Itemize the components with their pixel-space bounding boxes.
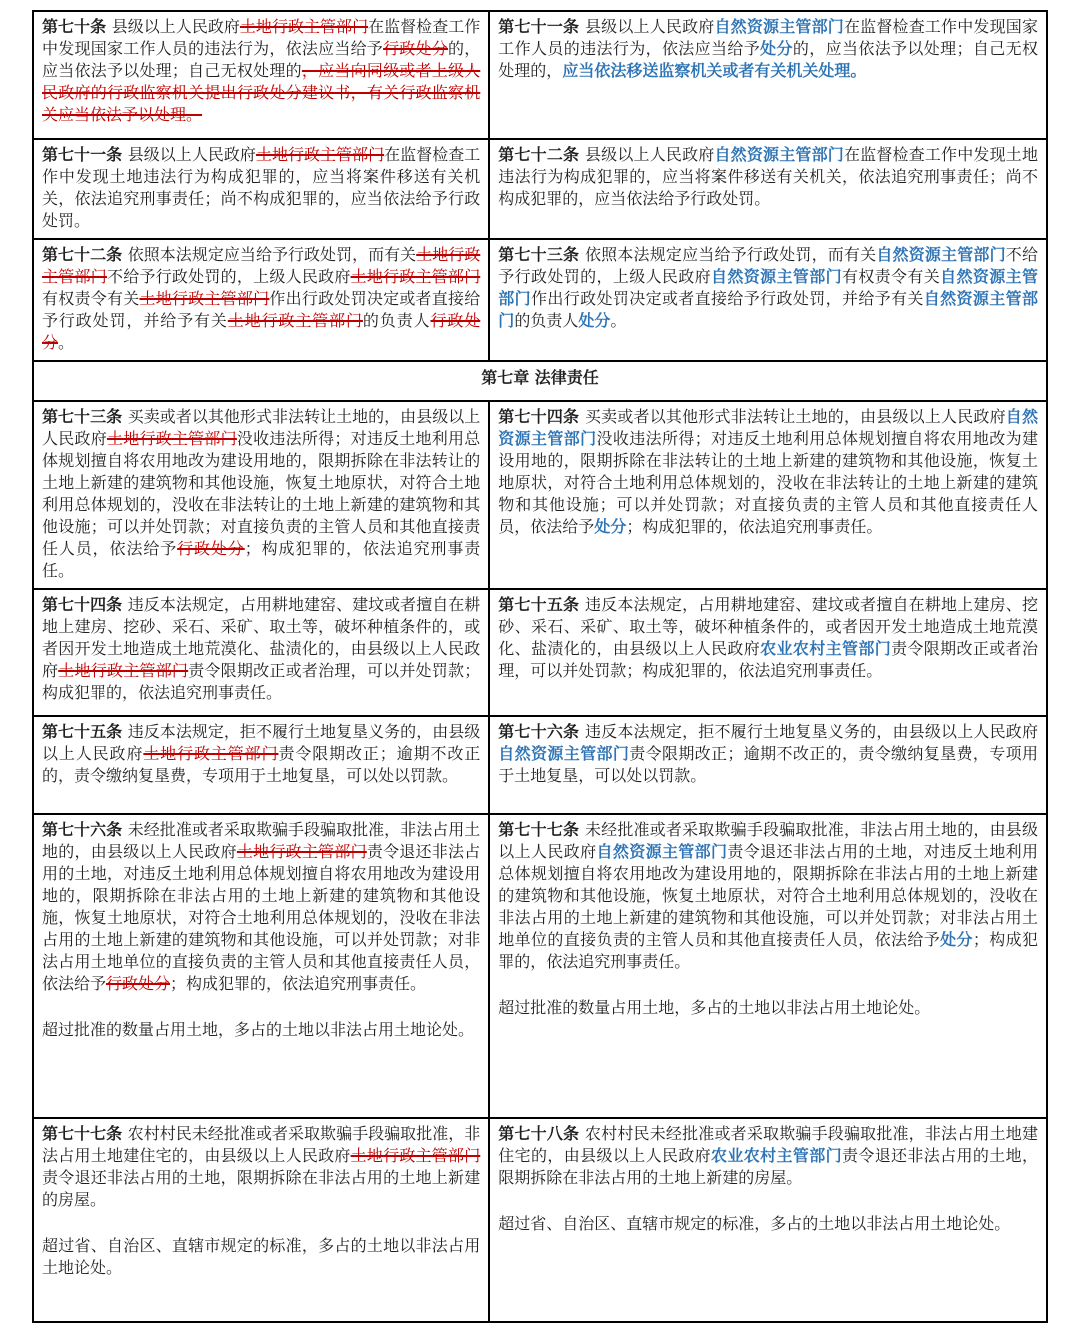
deleted-text: 土地行政主管部门 bbox=[143, 744, 279, 763]
added-text: 自然资源主管部门 bbox=[596, 842, 728, 861]
article-number: 第七十四条 bbox=[498, 407, 585, 426]
added-text: 自然资源主管部门 bbox=[498, 289, 1038, 330]
old-version-cell bbox=[33, 814, 489, 1118]
added-text: 自然资源主管部门 bbox=[876, 245, 1006, 264]
deleted-text: 土地行政主管部门 bbox=[42, 245, 481, 286]
text-run: 责令退还非法占用的土地，限期拆除在非法占用的土地上新建的房屋。 bbox=[42, 1168, 481, 1209]
text-run: 责令限期改正；逾期不改正的，责令缴纳复垦费，专项用于土地复垦，可以处以罚款。 bbox=[498, 744, 1038, 785]
paragraph bbox=[498, 244, 1038, 332]
text-run: 依照本法规定应当给予行政处罚，而有关 bbox=[584, 245, 877, 264]
text-run: 作出行政处罚决定或者直接给予行政处罚，并给予有关 bbox=[531, 289, 924, 308]
article-number: 第七十六条 bbox=[42, 820, 128, 839]
added-text: 自然资源主管部门 bbox=[498, 744, 630, 763]
deleted-text: 土地行政主管部门 bbox=[106, 429, 237, 448]
paragraph bbox=[498, 1123, 1038, 1189]
text-run: 依照本法规定应当给予行政处罚，而有关 bbox=[127, 245, 417, 264]
added-text: 农业农村主管部门 bbox=[711, 1146, 842, 1165]
text-run: ；构成犯罪的，依法追究刑事责任。 bbox=[498, 930, 1038, 971]
paragraph bbox=[42, 721, 480, 787]
paragraph bbox=[498, 594, 1038, 682]
text-run: 责令限期改正或者治理，可以并处罚款；构成犯罪的，依法追究刑事责任。 bbox=[42, 661, 481, 702]
deleted-text: 土地行政主管部门 bbox=[350, 267, 481, 286]
text-run: 不给予行政处罚的，上级人民政府 bbox=[106, 267, 351, 286]
article-number: 第七十二条 bbox=[42, 245, 128, 264]
paragraph bbox=[42, 144, 480, 232]
paragraph bbox=[42, 406, 480, 582]
text-run: 责令退还非法占用的土地，限期拆除在非法占用的土地上新建的房屋。 bbox=[498, 1146, 1038, 1187]
added-text: 处分 bbox=[578, 311, 611, 330]
deleted-text: 行政处分 bbox=[106, 974, 171, 993]
new-version-cell bbox=[489, 401, 1047, 589]
article-number: 第七十七条 bbox=[42, 1124, 128, 1143]
added-text: 处分 bbox=[594, 517, 627, 536]
table-row bbox=[33, 139, 1047, 239]
new-version-cell bbox=[489, 11, 1047, 139]
paragraph bbox=[498, 997, 1038, 1019]
article-number: 第七十二条 bbox=[498, 145, 585, 164]
deleted-text: 土地行政主管部门 bbox=[255, 145, 385, 164]
deleted-text: 土地行政主管部门 bbox=[227, 311, 363, 330]
article-number: 第七十一条 bbox=[498, 17, 585, 36]
text-run: 。 bbox=[58, 333, 75, 352]
article-number: 第七十五条 bbox=[42, 722, 128, 741]
text-run: 有权责令有关 bbox=[841, 267, 941, 286]
new-version-cell bbox=[489, 139, 1047, 239]
text-run: 未经批准或者采取欺骗手段骗取批准，非法占用土地的，由县级以上人民政府 bbox=[498, 820, 1038, 861]
text-run: 县级以上人民政府 bbox=[111, 17, 240, 36]
added-text: 自然资源主管部门 bbox=[711, 267, 842, 286]
text-run: 县级以上人民政府 bbox=[584, 145, 715, 164]
deleted-text: 行政处分 bbox=[383, 39, 449, 58]
table-row bbox=[33, 11, 1047, 139]
table-row bbox=[33, 716, 1047, 814]
article-number: 第七十五条 bbox=[498, 595, 585, 614]
paragraph bbox=[42, 16, 480, 126]
text-run: 超过省、自治区、直辖市规定的标准，多占的土地以非法占用土地论处。 bbox=[42, 1236, 481, 1277]
chapter-row bbox=[33, 361, 1047, 401]
table-row bbox=[33, 589, 1047, 716]
text-run: 超过批准的数量占用土地，多占的土地以非法占用土地论处。 bbox=[498, 998, 931, 1017]
text-run: 没收违法所得；对违反土地利用总体规划擅自将农用地改为建设用地的，限期拆除在非法转让的土地上新建的建筑物和其他设施，恢复土地原状，对符合土地利用总体规划的，没收在非法转让的土地上新建的建筑物和其他设施；可以并处罚款；对直接负责的主管人员和其他直接责任人员，依法给予 bbox=[42, 429, 481, 558]
added-text: 自然资源主管部门 bbox=[714, 17, 844, 36]
text-run: 违反本法规定，占用耕地建窑、建坟或者擅自在耕地上建房、挖砂、采石、采矿、取土等，破坏种植条件的，或者因开发土地造成土地荒漠化、盐渍化的，由县级以上人民政府 bbox=[42, 595, 481, 680]
text-run: 。 bbox=[610, 311, 627, 330]
old-version-cell bbox=[33, 716, 489, 814]
new-version-cell bbox=[489, 589, 1047, 716]
table-row bbox=[33, 814, 1047, 1118]
text-run: 买卖或者以其他形式非法转让土地的，由县级以上人民政府 bbox=[584, 407, 1006, 426]
text-run: 农村村民未经批准或者采取欺骗手段骗取批准，非法占用土地建住宅的，由县级以上人民政府 bbox=[498, 1124, 1038, 1165]
comparison-table-body bbox=[33, 11, 1047, 1322]
text-run: 责令退还非法占用的土地，对违反土地利用总体规划擅自将农用地改为建设用地的，限期拆除在非法占用的土地上新建的建筑物和其他设施，恢复土地原状，对符合土地利用总体规划的，没收在非法占用的土地上新建的建筑物和其他设施，可以并处罚款；对非法占用土地单位的直接负责的主管人员和其他直接责任人员，依法给予 bbox=[498, 842, 1038, 949]
deleted-text: ，应当向同级或者上级人民政府的行政监察机关提出行政处分建议书，有关行政监察机关应当依法予以处理。 bbox=[42, 61, 481, 124]
paragraph bbox=[498, 16, 1038, 82]
paragraph bbox=[42, 244, 480, 354]
text-run: 的负责人 bbox=[362, 311, 431, 330]
text-run: ；构成犯罪的，依法追究刑事责任。 bbox=[42, 539, 481, 580]
deleted-text: 土地行政主管部门 bbox=[139, 289, 270, 308]
paragraph bbox=[498, 819, 1038, 973]
text-run: 超过省、自治区、直辖市规定的标准，多占的土地以非法占用土地论处。 bbox=[498, 1214, 1011, 1233]
paragraph bbox=[498, 1213, 1038, 1235]
law-comparison-table bbox=[32, 10, 1048, 1323]
added-text: 自然资源主管部门 bbox=[714, 145, 844, 164]
deleted-text: 土地行政主管部门 bbox=[58, 661, 189, 680]
article-number: 第七十三条 bbox=[42, 407, 128, 426]
added-text: 处分 bbox=[940, 930, 973, 949]
table-row bbox=[33, 239, 1047, 361]
paragraph bbox=[42, 1235, 480, 1279]
old-version-cell bbox=[33, 589, 489, 716]
text-run: 违反本法规定，拒不履行土地复垦义务的，由县级以上人民政府 bbox=[584, 722, 1038, 741]
deleted-text: 土地行政主管部门 bbox=[239, 17, 369, 36]
text-run: 在监督检查工作中发现国家工作人员的违法行为，依法应当给予 bbox=[42, 17, 481, 58]
article-number: 第七十三条 bbox=[498, 245, 585, 264]
deleted-text: 行政处分 bbox=[177, 539, 245, 558]
article-number: 第七十一条 bbox=[42, 145, 128, 164]
table-row bbox=[33, 401, 1047, 589]
text-run: 县级以上人民政府 bbox=[127, 145, 256, 164]
deleted-text: 土地行政主管部门 bbox=[350, 1146, 481, 1165]
text-run: 不给予行政处罚的，上级人民政府 bbox=[498, 245, 1038, 286]
chapter-heading: 第七章 法律责任 bbox=[33, 361, 1047, 401]
paragraph bbox=[42, 1123, 480, 1211]
text-run: 的，应当依法予以处理；自己无权处理的， bbox=[498, 39, 1038, 80]
article-number: 第七十条 bbox=[42, 17, 112, 36]
text-run: 在监督检查工作中发现国家工作人员的违法行为，依法应当给予 bbox=[498, 17, 1038, 58]
new-version-cell bbox=[489, 1118, 1047, 1322]
text-run: 买卖或者以其他形式非法转让土地的，由县级以上人民政府 bbox=[42, 407, 481, 448]
text-run: 违反本法规定，拒不履行土地复垦义务的，由县级以上人民政府 bbox=[42, 722, 481, 763]
paragraph bbox=[42, 819, 480, 995]
text-run: 县级以上人民政府 bbox=[584, 17, 715, 36]
deleted-text: 行政处分 bbox=[42, 311, 481, 352]
text-run: 没收违法所得；对违反土地利用总体规划擅自将农用地改为建设用地的，限期拆除在非法转让的土地上新建的建筑物和其他设施，恢复土地原状，对符合土地利用总体规划的，没收在非法转让的土地上新建的建筑物和其他设施；可以并处罚款；对直接负责的主管人员和其他直接责任人员，依法给予 bbox=[498, 429, 1038, 536]
text-run: 有权责令有关 bbox=[42, 289, 140, 308]
article-number: 第七十四条 bbox=[42, 595, 128, 614]
added-text: 农业农村主管部门 bbox=[760, 639, 892, 658]
text-run: 农村村民未经批准或者采取欺骗手段骗取批准，非法占用土地建住宅的，由县级以上人民政府 bbox=[42, 1124, 481, 1165]
text-run: 责令限期改正或者治理，可以并处罚款；构成犯罪的，依法追究刑事责任。 bbox=[498, 639, 1038, 680]
text-run: 在监督检查工作中发现土地违法行为构成犯罪的，应当将案件移送有关机关，依法追究刑事责任；尚不构成犯罪的，应当依法给予行政处罚。 bbox=[42, 145, 481, 230]
old-version-cell bbox=[33, 11, 489, 139]
new-version-cell bbox=[489, 239, 1047, 361]
article-number: 第七十六条 bbox=[498, 722, 585, 741]
added-text: 自然资源主管部门 bbox=[498, 267, 1038, 308]
deleted-text: 土地行政主管部门 bbox=[236, 842, 367, 861]
old-version-cell bbox=[33, 239, 489, 361]
paragraph bbox=[42, 1019, 480, 1041]
text-run: 责令限期改正；逾期不改正的，责令缴纳复垦费，专项用于土地复垦，可以处以罚款。 bbox=[42, 744, 481, 785]
article-number: 第七十七条 bbox=[498, 820, 585, 839]
text-run: 未经批准或者采取欺骗手段骗取批准，非法占用土地的，由县级以上人民政府 bbox=[42, 820, 481, 861]
text-run: 作出行政处罚决定或者直接给予行政处罚，并给予有关 bbox=[42, 289, 481, 330]
text-run: ；构成犯罪的，依法追究刑事责任。 bbox=[626, 517, 883, 536]
text-run: ；构成犯罪的，依法追究刑事责任。 bbox=[170, 974, 427, 993]
text-run: 在监督检查工作中发现土地违法行为构成犯罪的，应当将案件移送有关机关，依法追究刑事责任；尚不构成犯罪的，应当依法给予行政处罚。 bbox=[498, 145, 1038, 208]
paragraph bbox=[498, 406, 1038, 538]
added-text: 应当依法移送监察机关或者有关机关处理。 bbox=[562, 61, 867, 80]
text-run: 责令退还非法占用的土地，对违反土地利用总体规划擅自将农用地改为建设用地的，限期拆除在非法占用的土地上新建的建筑物和其他设施，恢复土地原状，对符合土地利用总体规划的，没收在非法占用的土地上新建的建筑物和其他设施，可以并处罚款；对非法占用土地单位的直接负责的主管人员和其他直接责任人员，依法给予 bbox=[42, 842, 481, 993]
text-run: 的负责人 bbox=[514, 311, 579, 330]
new-version-cell bbox=[489, 814, 1047, 1118]
paragraph bbox=[498, 144, 1038, 210]
text-run: 违反本法规定，占用耕地建窑、建坟或者擅自在耕地上建房、挖砂、采石、采矿、取土等，破坏种植条件的，或者因开发土地造成土地荒漠化、盐渍化的，由县级以上人民政府 bbox=[498, 595, 1038, 658]
text-run: 的，应当依法予以处理；自己无权处理的 bbox=[42, 39, 481, 80]
table-row bbox=[33, 1118, 1047, 1322]
paragraph bbox=[42, 594, 480, 704]
article-number: 第七十八条 bbox=[498, 1124, 585, 1143]
new-version-cell bbox=[489, 716, 1047, 814]
old-version-cell bbox=[33, 401, 489, 589]
added-text: 自然资源主管部门 bbox=[498, 407, 1038, 448]
paragraph bbox=[498, 721, 1038, 787]
added-text: 处分 bbox=[760, 39, 793, 58]
old-version-cell bbox=[33, 1118, 489, 1322]
text-run: 超过批准的数量占用土地，多占的土地以非法占用土地论处。 bbox=[42, 1020, 475, 1039]
old-version-cell bbox=[33, 139, 489, 239]
